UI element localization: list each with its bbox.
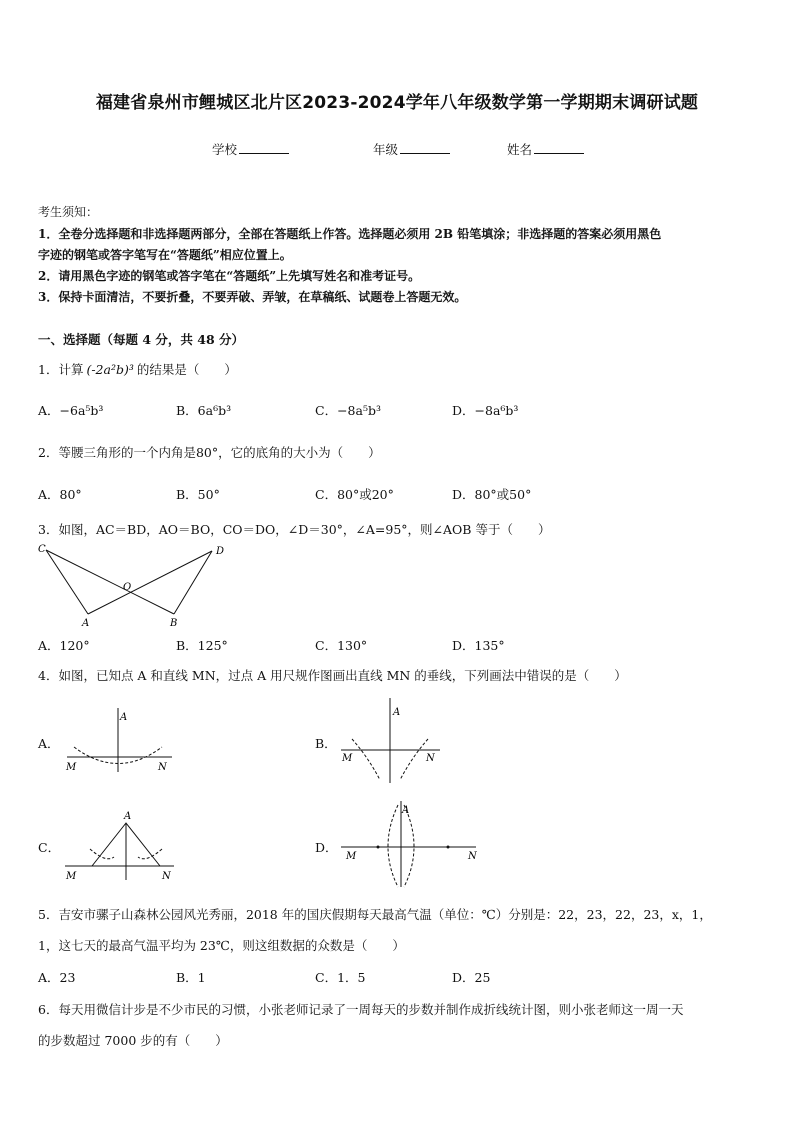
q1-option-b[interactable]: B．6a⁶b³ [176,403,232,418]
q4-figure-c [62,805,182,883]
page-title: 福建省泉州市鲤城区北片区2023-2024学年八年级数学第一学期期末调研试题 [95,93,699,113]
notice-line-3: 3．保持卡面清洁，不要折叠，不要弄破、弄皱，在草稿纸、试题卷上答题无效。 [38,290,467,304]
question-5-line-1: 5．吉安市骡子山森林公园风光秀丽，2018 年的国庆假期每天最高气温（单位：℃）分别是：22，23，22，23，x，1， [38,907,712,922]
q2-option-c[interactable]: C．80°或20° [315,487,394,502]
q4-figure-d [338,797,488,892]
q4c-label-n: N [162,871,171,882]
q3-option-a[interactable]: A．120° [38,638,90,653]
q1-option-a[interactable]: A．−6a⁵b³ [38,403,104,418]
q3-label-o: O [123,582,132,593]
q4d-label-m: M [346,851,357,862]
question-3: 3．如图，AC＝BD，AO＝BO，CO＝DO，∠D＝30°，∠A=95°，则∠AOB 等于（ ） [38,522,551,537]
q3-label-d: D [216,546,225,557]
q3-option-d[interactable]: D．135° [452,638,505,653]
q4-option-d[interactable]: D． [315,840,338,855]
q5-option-a[interactable]: A．23 [38,970,76,985]
notice-line-1: 1．全卷分选择题和非选择题两部分，全部在答题纸上作答。选择题必须用 2B 铅笔填涂；非选择题的答案必须用黑色 [38,227,662,241]
question-6-line-2: 的步数超过 7000 步的有（ ） [38,1033,228,1048]
q5-option-d[interactable]: D．25 [452,970,491,985]
q3-option-b[interactable]: B．125° [176,638,228,653]
q2-option-a[interactable]: A．80° [38,487,82,502]
q4a-label-m: M [66,762,77,773]
question-2: 2．等腰三角形的一个内角是80°，它的底角的大小为（ ） [38,445,381,460]
name-label: 姓名 [507,142,533,157]
q1-prefix: 1．计算 [38,362,84,377]
q1-expression: (-2a²b)³ [86,362,134,377]
q4a-label-a: A [120,712,128,723]
q1-option-c[interactable]: C．−8a⁵b³ [315,403,381,418]
q4d-label-a: A [402,805,410,816]
q4d-label-n: N [468,851,477,862]
q5-option-b[interactable]: B．1 [176,970,206,985]
notice-line-1b: 字迹的钢笔或答字笔写在“答题纸”相应位置上。 [38,248,292,262]
q4-option-a[interactable]: A． [38,736,60,751]
q3-option-c[interactable]: C．130° [315,638,368,653]
q4a-label-n: N [158,762,167,773]
q4b-label-n: N [426,753,435,764]
q1-suffix: 的结果是（ ） [136,362,237,377]
q3-label-b: B [170,618,178,629]
q2-option-d[interactable]: D．80°或50° [452,487,532,502]
question-4: 4．如图，已知点 A 和直线 MN，过点 A 用尺规作图画出直线 MN 的垂线，下列画法中错误的是（ ） [38,668,627,683]
q1-option-d[interactable]: D．−8a⁶b³ [452,403,519,418]
grade-label: 年级 [373,142,399,157]
question-1 [38,360,237,378]
q4b-label-m: M [342,753,353,764]
school-field[interactable] [212,140,289,158]
q4b-label-a: A [393,707,401,718]
q4-figure-a [62,700,182,775]
section-heading: 一、选择题（每题 4 分，共 48 分） [38,332,245,347]
q5-option-c[interactable]: C．1．5 [315,970,366,985]
q4-option-c[interactable]: C． [38,840,61,855]
q3-label-c: C [38,544,46,555]
q4c-label-m: M [66,871,77,882]
q4-figure-b [338,695,448,785]
school-label: 学校 [212,142,238,157]
notice-line-2: 2．请用黑色字迹的钢笔或答字笔在“答题纸”上先填写姓名和准考证号。 [38,269,421,283]
grade-field[interactable] [373,140,450,158]
question-6-line-1: 6．每天用微信计步是不少市民的习惯，小张老师记录了一周每天的步数并制作成折线统计图，则小张老师这一周一天 [38,1002,684,1017]
q3-label-a: A [82,618,90,629]
q4c-label-a: A [124,811,132,822]
question-5-line-2: 1，这七天的最高气温平均为 23℃，则这组数据的众数是（ ） [38,938,405,953]
q2-option-b[interactable]: B．50° [176,487,220,502]
name-field[interactable] [507,140,584,158]
notice-heading: 考生须知： [38,205,99,219]
q4-option-b[interactable]: B． [315,736,337,751]
q3-figure [34,540,234,630]
